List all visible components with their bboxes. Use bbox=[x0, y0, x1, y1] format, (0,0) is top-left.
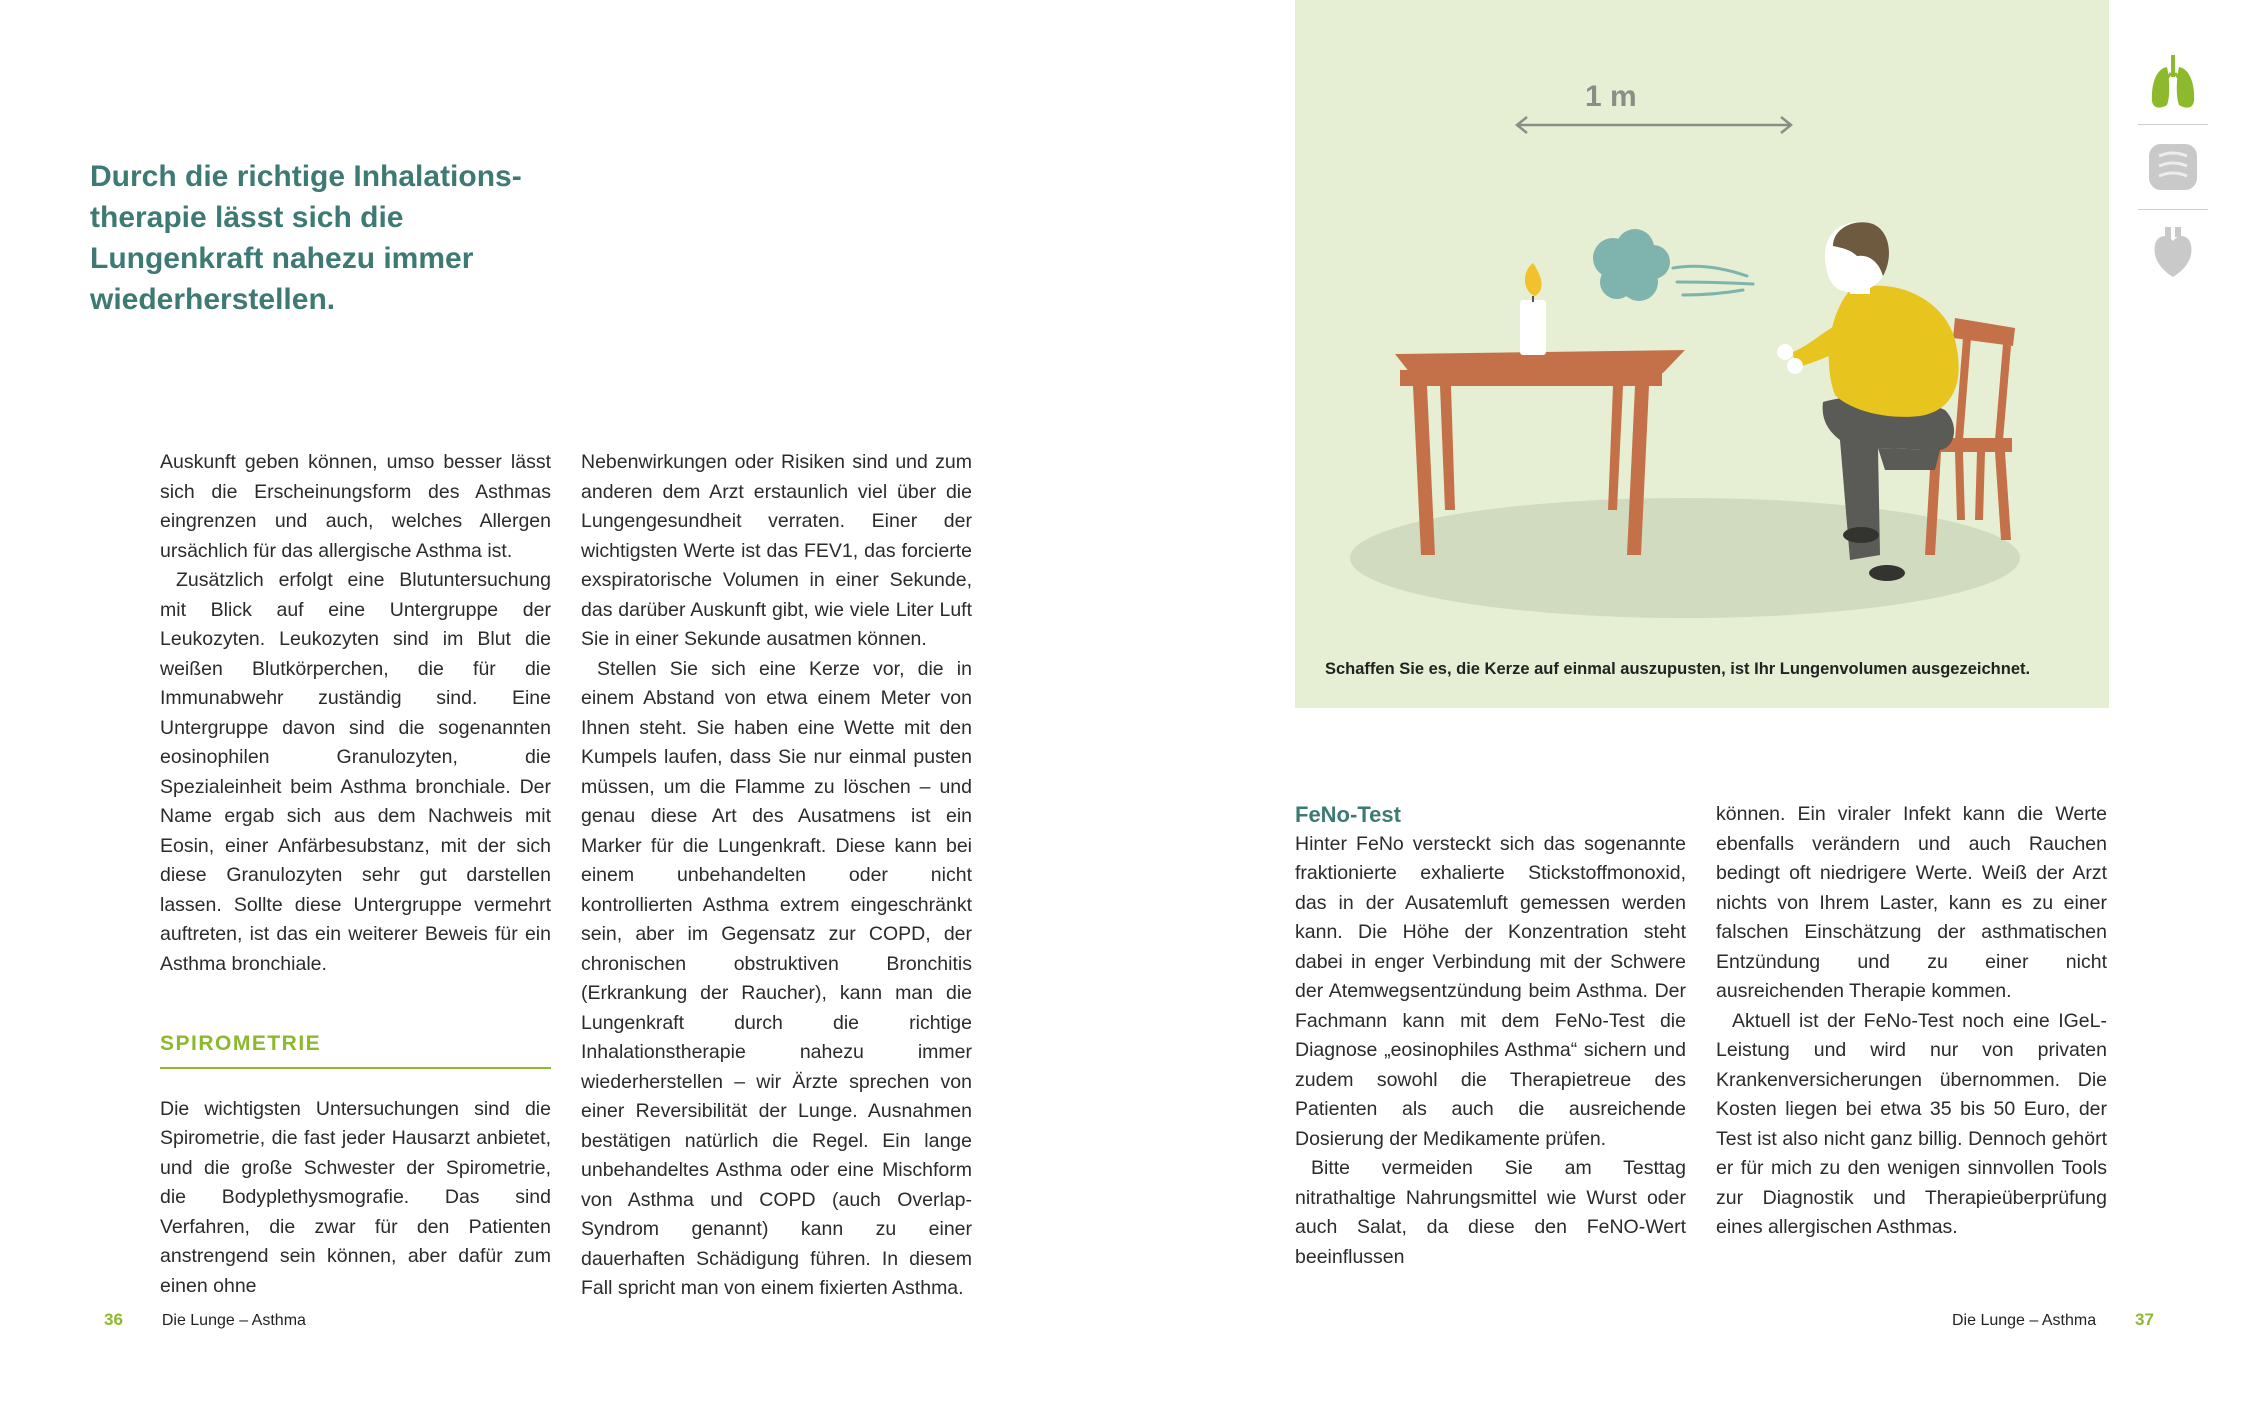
running-title-left: Die Lunge – Asthma bbox=[161, 1312, 306, 1329]
paragraph: können. Ein viraler Infekt kann die Werte ebenfalls verändern und auch Rauchen bedingt oft niedrigere Werte. Weiß der Arzt nichts von Ihrem Laster, kann es zu einer falschen Einschätzung der asthmatischen Entzündung und zu einer nicht ausreichenden Therapie kommen. bbox=[1716, 803, 2107, 1002]
page-number-left: 36 bbox=[104, 1310, 123, 1329]
candle-flame bbox=[1525, 263, 1542, 296]
side-icon-strip bbox=[2138, 40, 2208, 294]
candle-illustration: 1 m Schaffen Sie es, die Kerze auf einmal auszupusten, ist Ihr Lungenvolumen ausgezeichnet. bbox=[1295, 0, 2109, 708]
heart-icon bbox=[2138, 210, 2208, 294]
paragraph: Stellen Sie sich eine Kerze vor, die in einem Abstand von etwa einem Meter von Ihnen steht. Sie haben eine Wette mit den Kumpels laufen, dass Sie nur einmal pusten müssen, um die Flamme zu löschen – und genau diese Art des Ausatmens ist ein Marker für die Lungenkraft. Diese kann bei einem unbehandelten oder nicht kontrollierten Asthma extrem eingeschränkt sein, aber im Gegensatz zur COPD, der chronischen obstruktiven Bronchitis (Erkrankung der Raucher), kann man die Lungenkraft durch die richtige Inhalationstherapie nahezu immer wiederherstellen – wir Ärzte sprechen von einer Reversibilität der Lunge. Ausnahmen bestätigen natürlich die Regel. Ein lange unbehandeltes Asthma oder eine Mischform von Asthma und COPD (auch Overlap-Syndrom genannt) kann zu einer dauerhaften Schädigung führen. In diesem Fall spricht man von einem fixierten Asthma. bbox=[581, 657, 972, 1299]
section-rule bbox=[160, 1067, 551, 1069]
paragraph: Zusätzlich erfolgt eine Blutuntersuchung mit Blick auf eine Untergruppe der Leukozyten. Leukozyten sind im Blut die weißen Blutkörperchen, die für die Immunabwehr zuständig sind. Eine Untergruppe davon sind die sogenannten eosinophilen Granulozyten, die Spezialeinheit beim Asthma bronchiale. Der Name ergab sich aus dem Nachweis mit Eosin, einer Anfärbesubstanz, mit der sich diese Granulozyten sehr gut darstellen lassen. Sollte diese Untergruppe vermehrt auftreten, ist das ein weiterer Beweis für ein Asthma bronchiale. bbox=[160, 569, 551, 975]
page-number-right: 37 bbox=[2135, 1310, 2154, 1329]
left-column-1 bbox=[160, 448, 551, 1301]
section-heading-spirometrie: SPIROMETRIE bbox=[160, 1032, 322, 1055]
footer-left bbox=[104, 1310, 306, 1330]
paragraph: Aktuell ist der FeNo-Test noch eine IGeL-Leistung und wird nur von privaten Krankenversicherungen übernommen. Die Kosten liegen bei etwa 35 bis 50 Euro, der Test ist also nicht ganz billig. Dennoch gehört er für mich zu den wenigen sinnvollen Tools zur Diagnostik und Therapieüberprüfung eines allergischen Asthmas. bbox=[1716, 1009, 2107, 1238]
running-title-right: Die Lunge – Asthma bbox=[1952, 1312, 2097, 1329]
paragraph: Hinter FeNo versteckt sich das sogenannte fraktionierte exhalierte Stickstoffmonoxid, das in der Ausatemluft gemessen werden kann. Die Höhe der Konzentration steht dabei in enger Verbindung mit der Schwere der Atemwegsentzündung beim Asthma. Der Fachmann kann mit dem FeNo-Test die Diagnose „eosinophiles Asthma“ sichern und zudem sowohl die Therapietreue des Patienten als auch die ausreichende Dosierung der Medikamente prüfen. bbox=[1295, 832, 1686, 1150]
pull-quote: Durch die richtige Inhalations-therapie lässt sich die Lungenkraft nahezu immer wiederherstellen. bbox=[90, 160, 522, 316]
paragraph: Bitte vermeiden Sie am Testtag nitrathaltige Nahrungsmittel wie Wurst oder auch Salat, da diese den FeNO-Wert beeinflussen bbox=[1295, 1157, 1686, 1268]
paragraph: Nebenwirkungen oder Risiken sind und zum anderen dem Arzt erstaunlich viel über die Lungengesundheit verraten. Einer der wichtigsten Werte ist das FEV1, das forcierte exspiratorische Volumen in einer Sekunde, das darüber Auskunft gibt, wie viele Liter Luft Sie in einer Sekunde ausatmen können. bbox=[581, 451, 972, 650]
right-column-2 bbox=[1716, 800, 2107, 1243]
floor-ellipse bbox=[1350, 498, 2020, 618]
illustration-drawing bbox=[1295, 0, 2109, 708]
intestines-icon bbox=[2138, 125, 2208, 209]
right-column-1 bbox=[1295, 800, 1686, 1272]
breath-cloud bbox=[1593, 229, 1670, 301]
paragraph: Die wichtigsten Untersuchungen sind die Spirometrie, die fast jeder Hausarzt anbietet, und die große Schwester der Spirometrie, die Bodyplethysmografie. Das sind Verfahren, die zwar für den Patienten anstrengend sein können, aber dafür zum einen ohne bbox=[160, 1097, 551, 1297]
section-heading-feno: FeNo-Test bbox=[1295, 802, 1401, 827]
footer-right bbox=[1952, 1310, 2154, 1330]
candle bbox=[1520, 300, 1546, 355]
distance-arrow bbox=[1517, 117, 1791, 133]
illustration-caption: Schaffen Sie es, die Kerze auf einmal auszupusten, ist Ihr Lungenvolumen ausgezeichnet. bbox=[1325, 660, 2031, 678]
lungs-icon bbox=[2138, 40, 2208, 124]
breath-lines bbox=[1673, 266, 1753, 295]
paragraph: Auskunft geben können, umso besser lässt sich die Erscheinungsform des Asthmas eingrenzen und auch, welches Allergen ursächlich für das allergische Asthma ist. bbox=[160, 451, 551, 562]
left-column-2 bbox=[581, 448, 972, 1304]
